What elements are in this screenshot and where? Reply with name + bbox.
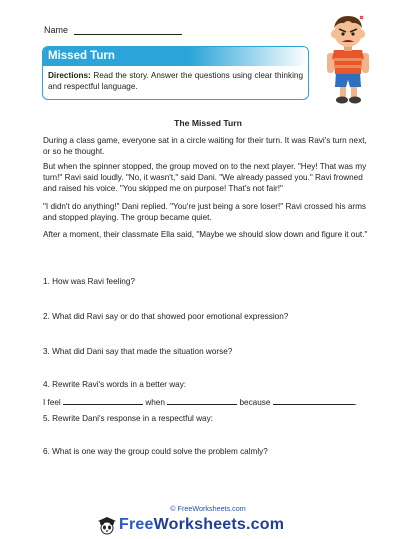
question-2: 2. What did Ravi say or do that showed poor emotional expression?: [43, 312, 289, 321]
feeling-blank[interactable]: [63, 396, 143, 405]
worksheet-title: Missed Turn: [43, 47, 308, 66]
because-blank[interactable]: [273, 396, 355, 405]
panda-icon: [95, 515, 119, 535]
question-4: 4. Rewrite Ravi's words in a better way:: [43, 380, 187, 389]
story-paragraph: "I didn't do anything!" Dani replied. "You're just being a sore loser!" Ravi crossed his arms and stopped playing. The group became quiet.: [43, 202, 367, 222]
title-box: [42, 46, 309, 100]
footer-logo: [95, 515, 284, 535]
logo-text-free: Free: [119, 516, 154, 533]
logo-text-rest: Worksheets.com: [153, 516, 285, 533]
question-5: 5. Rewrite Dani's response in a respectful way:: [43, 414, 213, 423]
name-field-line[interactable]: [74, 25, 182, 35]
story-title: The Missed Turn: [174, 118, 242, 128]
sentence-end: .: [354, 398, 357, 407]
question-3: 3. What did Dani say that made the situation worse?: [43, 347, 233, 356]
angry-boy-illustration: [318, 10, 378, 106]
question-6: 6. What is one way the group could solve the problem calmly?: [43, 447, 268, 456]
story-paragraph: During a class game, everyone sat in a circle waiting for their turn. It was Ravi's turn next, or so he thought.: [43, 136, 367, 156]
logo-text: [119, 516, 284, 534]
directions-text: Read the story. Answer the questions using clear thinking and respectful language.: [48, 71, 303, 91]
directions-label: Directions:: [48, 71, 91, 80]
when-blank[interactable]: [167, 396, 237, 405]
directions: [43, 66, 308, 92]
because-label: because: [239, 398, 271, 407]
story-paragraph: After a moment, their classmate Ella said, "Maybe we should slow down and figure it out.": [43, 230, 368, 239]
name-label: Name: [44, 25, 69, 35]
i-feel-label: I feel: [43, 398, 61, 407]
question-4-sentence-frame: [43, 396, 357, 407]
story-paragraph: But when the spinner stopped, the group moved on to the next player. "Hey! That was my turn!" Ravi said loudly. "No, it wasn't," said Dani. "We already passed you." Ravi frowned and raised his voice. "You skipped me on purpose! That's not fair!": [43, 162, 367, 193]
question-1: 1. How was Ravi feeling?: [43, 277, 135, 286]
name-row: [44, 25, 182, 35]
footer-copyright-link[interactable]: © FreeWorksheets.com: [170, 504, 246, 513]
when-label: when: [145, 398, 165, 407]
